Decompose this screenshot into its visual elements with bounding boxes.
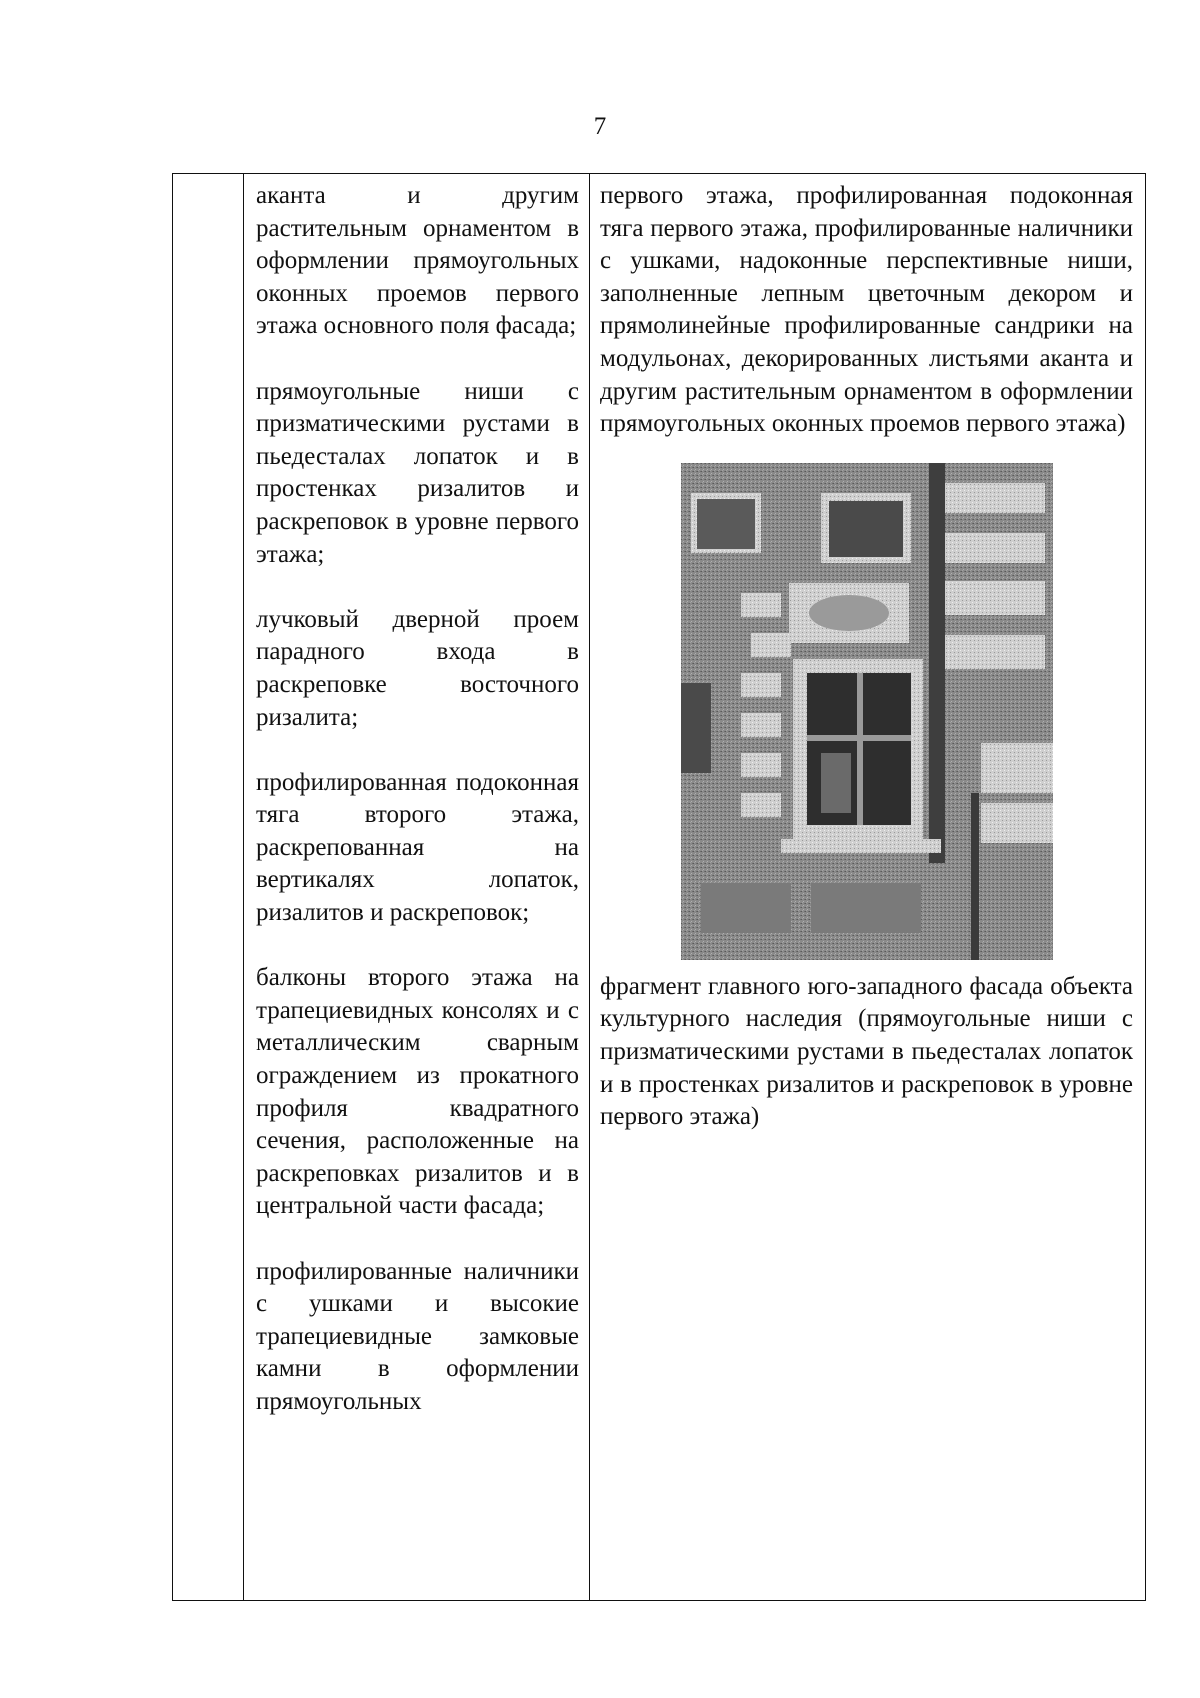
element-paragraph: профилированные наличники с ушками и высокие трапециевидные замковые камни в оформлении прямоугольных	[256, 1257, 579, 1415]
facade-photo	[681, 463, 1053, 960]
photo-description-top: первого этажа, профилированная подоконная тяга первого этажа, профилированные наличники с ушками, надоконные перспективные ниши, заполненные лепным цветочным декором и прямолинейные профилированные сандрики на модульонах, декорированных листьями аканта и другим растительным орнаментом в оформлении прямоугольных оконных проемов первого этажа)	[600, 182, 1133, 438]
element-paragraph: аканта и другим растительным орнаментом в оформлении прямоугольных оконных проемов первого этажа основного поля фасада;	[256, 182, 579, 340]
illustration-cell	[590, 174, 1146, 1601]
photo-caption: фрагмент главного юго-западного фасада объекта культурного наследия (прямоугольные ниши с призматическими рустами в пьедесталах лопаток и в простенках ризалитов и раскреповок в уровне первого этажа)	[600, 972, 1133, 1131]
table-row	[173, 174, 1146, 1601]
elements-cell	[244, 174, 590, 1601]
description-table	[172, 173, 1146, 1601]
element-paragraph: прямоугольные ниши с призматическими рустами в пьедесталах лопаток и в простенках ризалитов и раскреповок в уровне первого этажа;	[256, 377, 579, 568]
element-paragraph: профилированная подоконная тяга второго этажа, раскрепованная на вертикалях лопаток, ризалитов и раскреповок;	[256, 768, 579, 927]
page-number: 7	[593, 113, 607, 140]
number-cell	[173, 174, 244, 1601]
element-paragraph: балконы второго этажа на трапециевидных консолях и с металлическим сварным ограждением из прокатного профиля квадратного сечения, расположенные на раскреповках ризалитов и в центральной части фасада;	[256, 964, 579, 1220]
element-paragraph: лучковый дверной проем парадного входа в раскреповке восточного ризалита;	[256, 605, 579, 731]
